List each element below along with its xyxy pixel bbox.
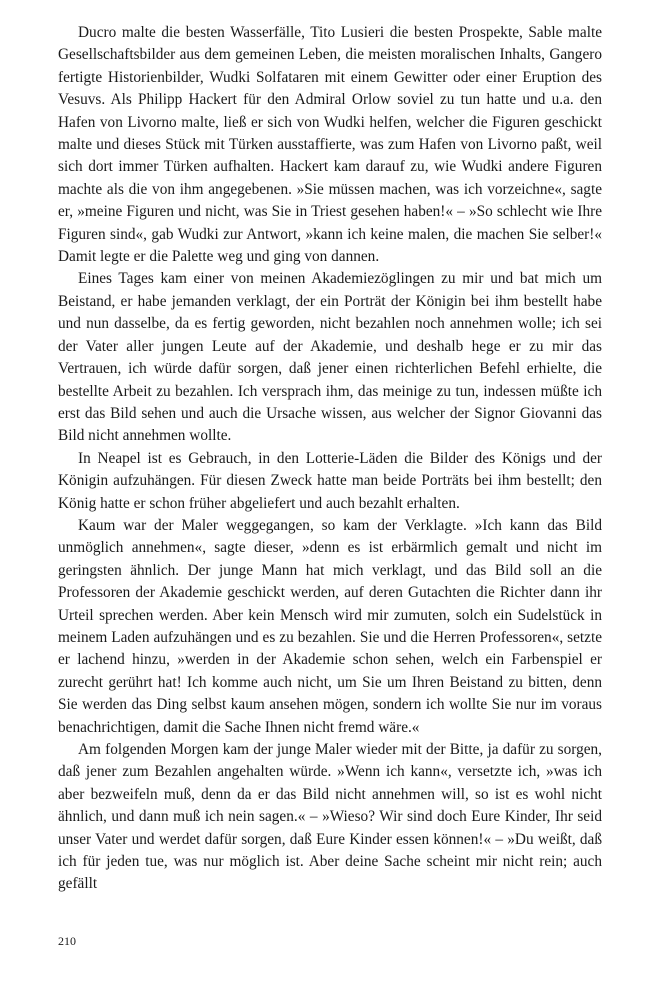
paragraph-5: Am folgenden Morgen kam der junge Maler wieder mit der Bitte, ja dafür zu sorgen, daß jener zum Bezahlen angehalten würde. »Wenn ich kann«, versetzte ich, »was ich aber bezweifeln muß, denn da er das Bild nicht annehmen will, so ist es wohl nicht ähnlich, und dann muß ich nein sagen.« – »Wieso? Wir sind doch Eure Kinder, Ihr seid unser Vater und werdet dafür sorgen, daß Eure Kinder essen können!« – »Du weißt, daß ich für jeden tue, was nur möglich ist. Aber deine Sache scheint mir nicht rein; auch gefällt [58,741,602,893]
body-text [58,22,602,896]
paragraph-1: Ducro malte die besten Wasserfälle, Tito Lusieri die besten Prospekte, Sable malte Gesellschaftsbilder aus dem gemeinen Leben, die meisten moralischen Inhalts, Gangero fertigte Historienbilder, Wudki Solfataren mit einem Gewitter oder einer Eruption des Vesuvs. Als Philipp Hackert für den Admiral Orlow soviel zu tun hatte und u.a. den Hafen von Livorno malte, ließ er sich von Wudki helfen, welcher die Figuren geschickt malte und dieses Stück mit Türken ausstaffierte, was zum Hafen von Livorno paßt, weil sich dort immer Türken aufhalten. Hackert kam darauf zu, wie Wudki andere Figuren machte als die von ihm angegebenen. »Sie müssen machen, was ich vorzeichne«, sagte er, »meine Figuren und nicht, was Sie in Triest gesehen haben!« – »So schlecht wie Ihre Figuren sind«, gab Wudki zur Antwort, »kann ich keine malen, die machen Sie selber!« Damit legte er die Palette weg und ging von dannen. [58,24,602,266]
book-page [58,22,602,982]
paragraph-2: Eines Tages kam einer von meinen Akademiezöglingen zu mir und bat mich um Beistand, er habe jemanden verklagt, der ein Porträt der Königin bei ihm bestellt habe und nun dasselbe, da es fertig geworden, nicht bezahlen noch annehmen wolle; ich sei der Vater aller jungen Leute auf der Akademie, und deshalb hege er zu mir das Vertrauen, ich würde dafür sorgen, daß jener einen richterlichen Befehl erhielte, die bestellte Arbeit zu bezahlen. Ich versprach ihm, das meinige zu tun, indessen müßte ich erst das Bild sehen und auch die Ursache wissen, aus welcher der Signor Giovanni das Bild nicht annehmen wollte. [58,270,602,445]
paragraph-3: In Neapel ist es Gebrauch, in den Lotterie-Läden die Bilder des Königs und der Königin aufzuhängen. Für diesen Zweck hatte man beide Porträts bei ihm bestellt; den König hatte er schon früher abgeliefert und auch bezahlt erhalten. [58,449,602,512]
page-number: 210 [58,934,76,948]
paragraph-4: Kaum war der Maler weggegangen, so kam der Verklagte. »Ich kann das Bild unmöglich annehmen«, sagte dieser, »denn es ist erbärmlich gemalt und nicht im geringsten ähnlich. Der junge Mann hat mich verklagt, und das Bild soll an die Professoren der Akademie geschickt werden, auf deren Gutachten die Richter dann ihr Urteil sprechen werden. Aber kein Mensch wird mir zumuten, solch ein Sudelstück in meinem Laden aufzuhängen und es zu bezahlen. Sie und die Herren Professoren«, setzte er lachend hinzu, »werden in der Akademie schon sehen, welch ein Farbenspiel er zurecht gerührt hat! Ich komme auch nicht, um Sie um Ihren Beistand zu bitten, denn Sie werden das Ding selbst kaum ansehen mögen, sondern ich wollte Sie nur im voraus benachrichtigen, damit die Sache Ihnen nicht fremd wäre.« [58,516,602,736]
